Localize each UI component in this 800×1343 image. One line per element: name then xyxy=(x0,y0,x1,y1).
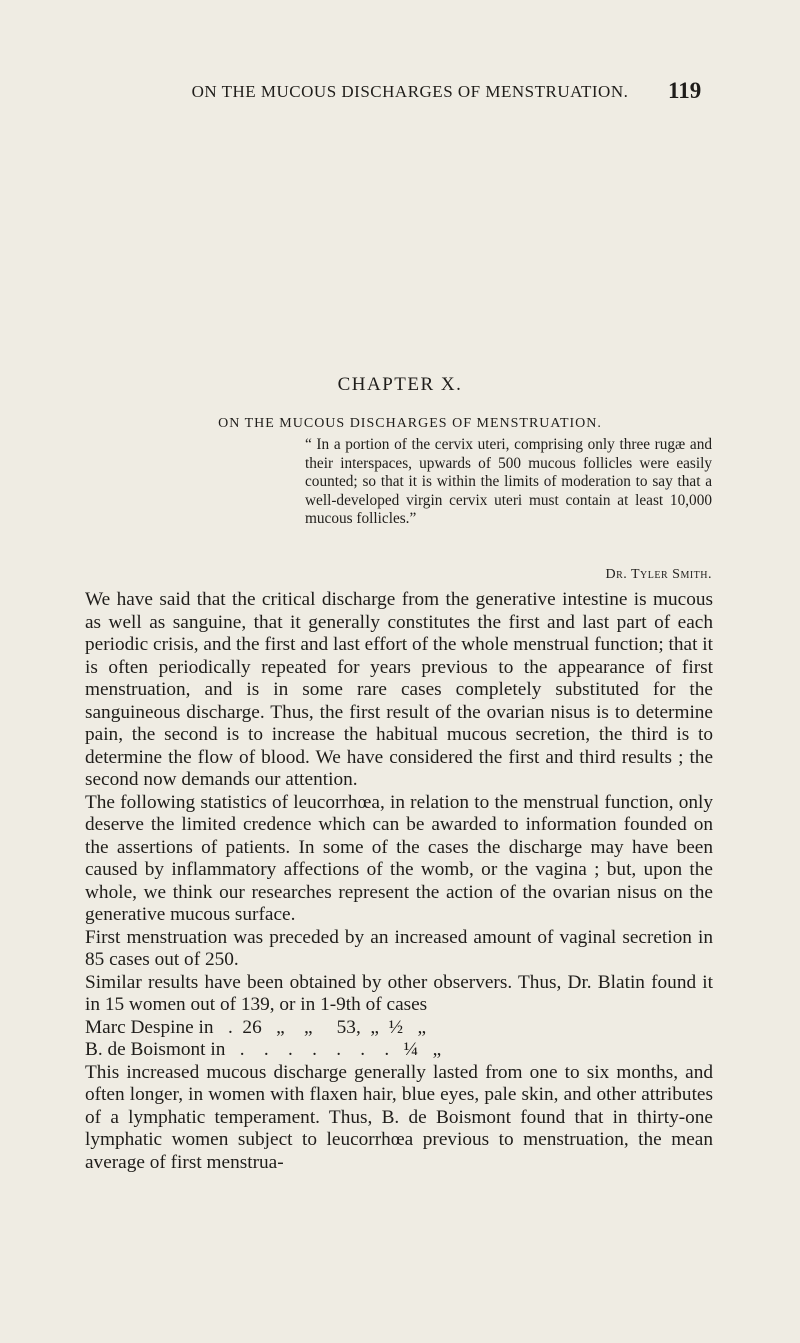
paragraph: First menstruation was preceded by an increased amount of vaginal secretion in 85 cases out of 250. xyxy=(85,926,713,970)
paragraph: The following statistics of leucorrhœa, in relation to the menstrual function, only deserve the limited credence which can be awarded to information founded on the assertions of patients. In some of the cases the discharge may have been caused by inflammatory affections of the womb, or the vagina ; but, upon the whole, we think our researches represent the action of the ovarian nisus on the generative mucous surface. xyxy=(85,791,713,925)
statistics-row-despine: Marc Despine in . 26 „ „ 53, „ ½ „ xyxy=(85,1016,427,1038)
chapter-subtitle: ON THE MUCOUS DISCHARGES OF MENSTRUATION. xyxy=(218,416,602,431)
paragraph: We have said that the critical discharge from the generative intestine is mucous as well as sanguine, that it generally constitutes the first and last part of each periodic crisis, and the first and last effort of the whole menstrual function; that it is often periodically repeated for years previous to the appearance of first menstruation, and is in some rare cases completely substituted for the sanguineous discharge. Thus, the first result of the ovarian nisus is to determine pain, the second is to increase the habitual mucous secretion, the third is to determine the flow of blood. We have considered the first and third results ; the second now demands our attention. xyxy=(85,589,713,790)
statistics-row-boismont: B. de Boismont in . . . . . . . ¼ „ xyxy=(85,1039,442,1060)
body-text xyxy=(85,589,713,1174)
paragraph: Similar results have been obtained by other observers. Thus, Dr. Blatin found it in 15 women out of 139, or in 1-9th of cases xyxy=(85,971,713,1015)
page-number: 119 xyxy=(668,78,702,103)
chapter-title: CHAPTER X. xyxy=(337,374,463,395)
running-head: ON THE MUCOUS DISCHARGES OF MENSTRUATION. xyxy=(191,82,629,101)
paragraph: This increased mucous discharge generally lasted from one to six months, and often longer, in women with flaxen hair, blue eyes, pale skin, and other attributes of a lymphatic temperament. Thus, B. de Boismont found that in thirty-one lymphatic women subject to leucorrhœa previous to menstruation, the mean average of first menstrua- xyxy=(85,1061,713,1173)
epigraph-quote: “ In a portion of the cervix uteri, comprising only three rugæ and their interspaces, upwards of 500 mucous follicles were easily counted; so that it is within the limits of moderation to say that a well-developed virgin cervix uteri must contain at least 10,000 mucous follicles.” xyxy=(305,436,712,528)
epigraph-attribution: Dr. Tyler Smith. xyxy=(605,567,712,582)
